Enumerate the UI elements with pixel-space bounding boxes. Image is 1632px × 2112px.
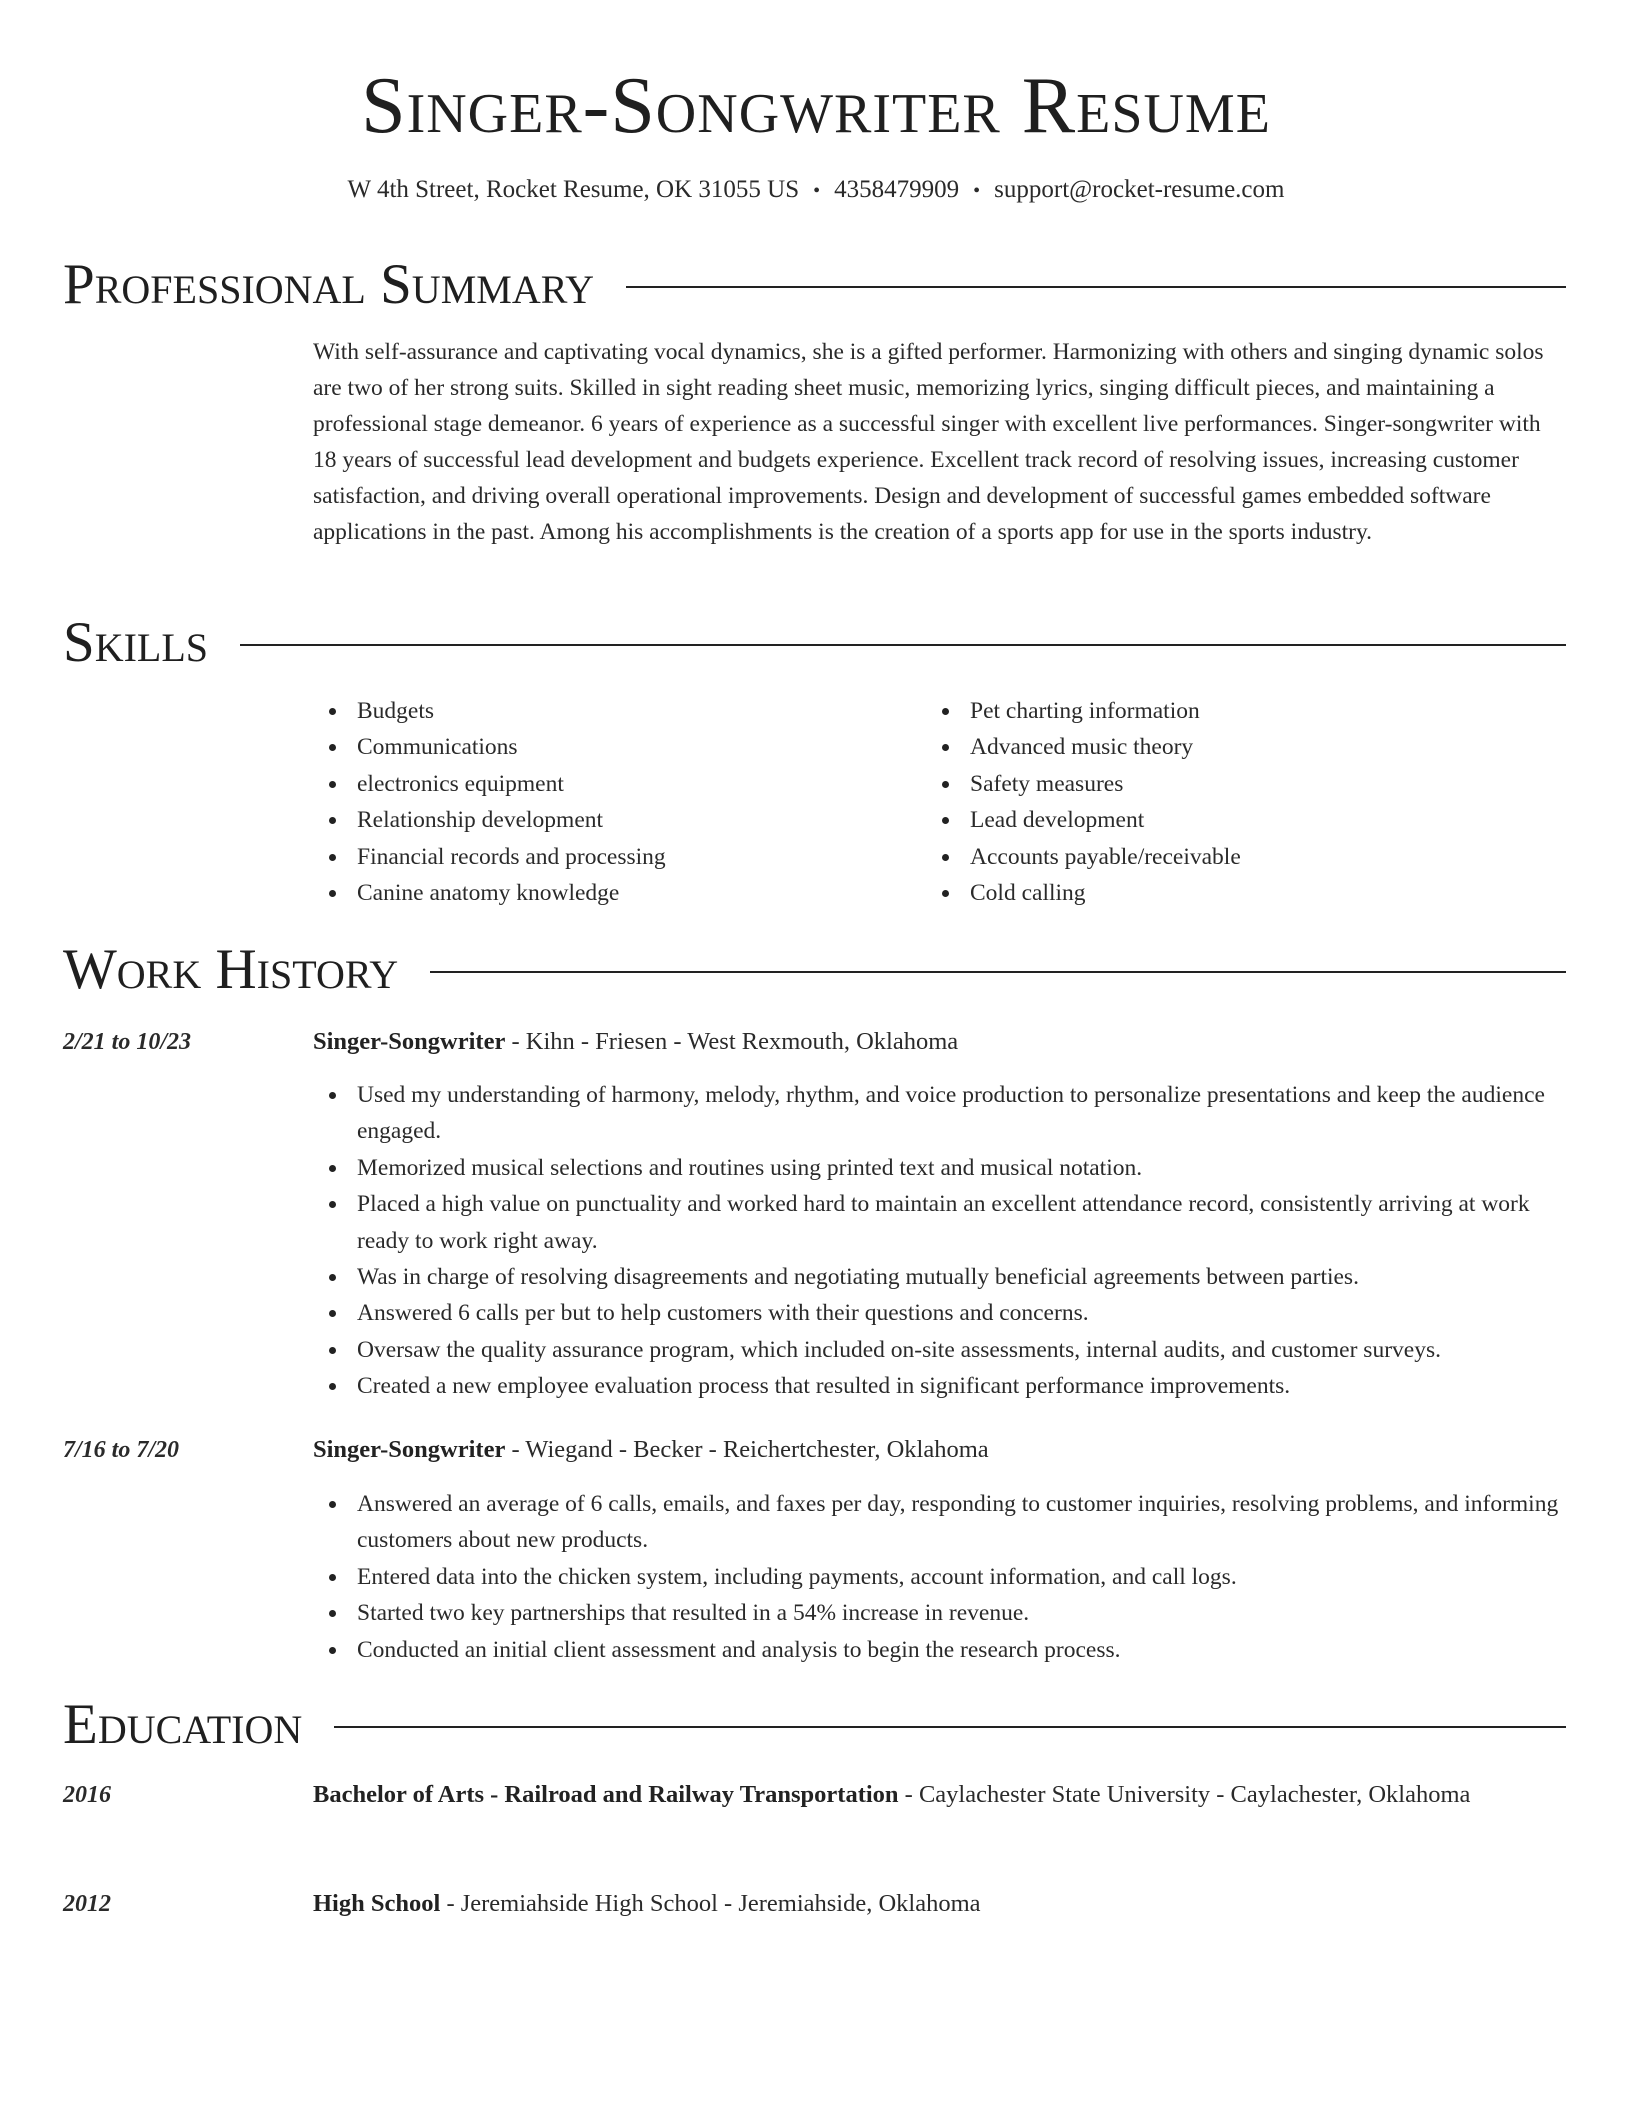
contact-line — [0, 172, 1632, 209]
section-header-education — [63, 1690, 1566, 1760]
education-school: - Jeremiahside High School - Jeremiahside, Oklahoma — [440, 1890, 981, 1917]
section-divider — [430, 971, 1566, 973]
skills-column-right — [926, 693, 1526, 911]
summary-text: With self-assurance and captivating vocal dynamics, she is a gifted performer. Harmonizing with others and singing dynamic solos are two of her strong suits. Skilled in sight reading sheet music, memorizing lyrics, singing difficult pieces, and maintaining a professional stage demeanor. 6 years of experience as a successful singer with excellent live performances. Singer-songwriter with 18 years of successful lead development and budgets experience. Excellent track record of resolving issues, increasing customer satisfaction, and driving overall operational improvements. Design and development of successful games embedded software applications in the past. Among his accomplishments is the creation of a sports app for use in the sports industry. — [313, 339, 1544, 545]
duty-item: Used my understanding of harmony, melody, rhythm, and voice production to personalize presentations and keep the audience engaged. — [313, 1077, 1566, 1150]
duty-item: Started two key partnerships that resulted in a 54% increase in revenue. — [313, 1595, 1566, 1631]
education-entry — [313, 1775, 1566, 1815]
skill-item: Financial records and processing — [313, 839, 913, 875]
skill-item: Advanced music theory — [926, 729, 1526, 765]
section-divider — [626, 286, 1566, 288]
contact-address: W 4th Street, Rocket Resume, OK 31055 US — [347, 176, 800, 203]
education-year: 2016 — [63, 1782, 111, 1808]
education-degree: Bachelor of Arts - Railroad and Railway Transportation — [313, 1781, 899, 1808]
contact-separator: • — [973, 180, 981, 202]
section-divider — [334, 1726, 1566, 1728]
job-employer: - Wiegand - Becker - Reichertchester, Oklahoma — [505, 1436, 989, 1463]
duty-item: Was in charge of resolving disagreements and negotiating mutually beneficial agreements between parties. — [313, 1259, 1566, 1295]
education-year: 2012 — [63, 1891, 111, 1917]
skill-item: electronics equipment — [313, 766, 913, 802]
duty-item: Oversaw the quality assurance program, which included on-site assessments, internal audits, and customer surveys. — [313, 1332, 1566, 1368]
duty-item: Placed a high value on punctuality and worked hard to maintain an excellent attendance record, consistently arriving at work ready to work right away. — [313, 1186, 1566, 1259]
summary-body — [313, 334, 1566, 550]
duty-item: Conducted an initial client assessment and analysis to begin the research process. — [313, 1632, 1566, 1668]
job-employer: - Kihn - Friesen - West Rexmouth, Oklahoma — [505, 1028, 959, 1055]
skill-item: Relationship development — [313, 802, 913, 838]
job-duties — [313, 1077, 1566, 1405]
job-title: Singer-Songwriter — [313, 1028, 506, 1055]
job-dates: 2/21 to 10/23 — [63, 1029, 192, 1055]
skill-item: Cold calling — [926, 875, 1526, 911]
job-heading — [313, 1022, 1566, 1062]
skill-item: Lead development — [926, 802, 1526, 838]
skill-item: Budgets — [313, 693, 913, 729]
job-dates: 7/16 to 7/20 — [63, 1437, 180, 1463]
duty-item: Answered an average of 6 calls, emails, and faxes per day, responding to customer inquiries, resolving problems, and informing customers about new products. — [313, 1486, 1566, 1559]
education-entry — [313, 1884, 1566, 1924]
skill-item: Communications — [313, 729, 913, 765]
job-title: Singer-Songwriter — [313, 1436, 506, 1463]
section-title-skills: Skills — [63, 611, 209, 674]
section-header-summary — [63, 250, 1566, 320]
section-header-work — [63, 935, 1566, 1005]
duty-item: Created a new employee evaluation process that resulted in significant performance improvements. — [313, 1368, 1566, 1404]
section-header-skills — [63, 608, 1566, 678]
education-school: - Caylachester State University - Caylachester, Oklahoma — [898, 1781, 1471, 1808]
section-title-work: Work History — [63, 938, 399, 1001]
contact-phone: 4358479909 — [834, 176, 960, 203]
contact-separator: • — [813, 180, 821, 202]
skills-column-left — [313, 693, 913, 911]
skill-item: Canine anatomy knowledge — [313, 875, 913, 911]
contact-email: support@rocket-resume.com — [994, 176, 1285, 203]
duty-item: Memorized musical selections and routines using printed text and musical notation. — [313, 1150, 1566, 1186]
job-duties-list — [313, 1486, 1566, 1668]
duty-item: Answered 6 calls per but to help customers with their questions and concerns. — [313, 1295, 1566, 1331]
skill-item: Safety measures — [926, 766, 1526, 802]
job-heading — [313, 1430, 1566, 1470]
skill-item: Pet charting information — [926, 693, 1526, 729]
education-degree: High School — [313, 1890, 441, 1917]
section-title-education: Education — [63, 1693, 303, 1756]
duty-item: Entered data into the chicken system, including payments, account information, and call logs. — [313, 1559, 1566, 1595]
section-divider — [240, 644, 1566, 646]
skill-item: Accounts payable/receivable — [926, 839, 1526, 875]
page-title: Singer-Songwriter Resume — [361, 62, 1271, 150]
job-duties-list — [313, 1077, 1566, 1405]
section-title-summary: Professional Summary — [63, 253, 595, 316]
job-duties — [313, 1486, 1566, 1668]
